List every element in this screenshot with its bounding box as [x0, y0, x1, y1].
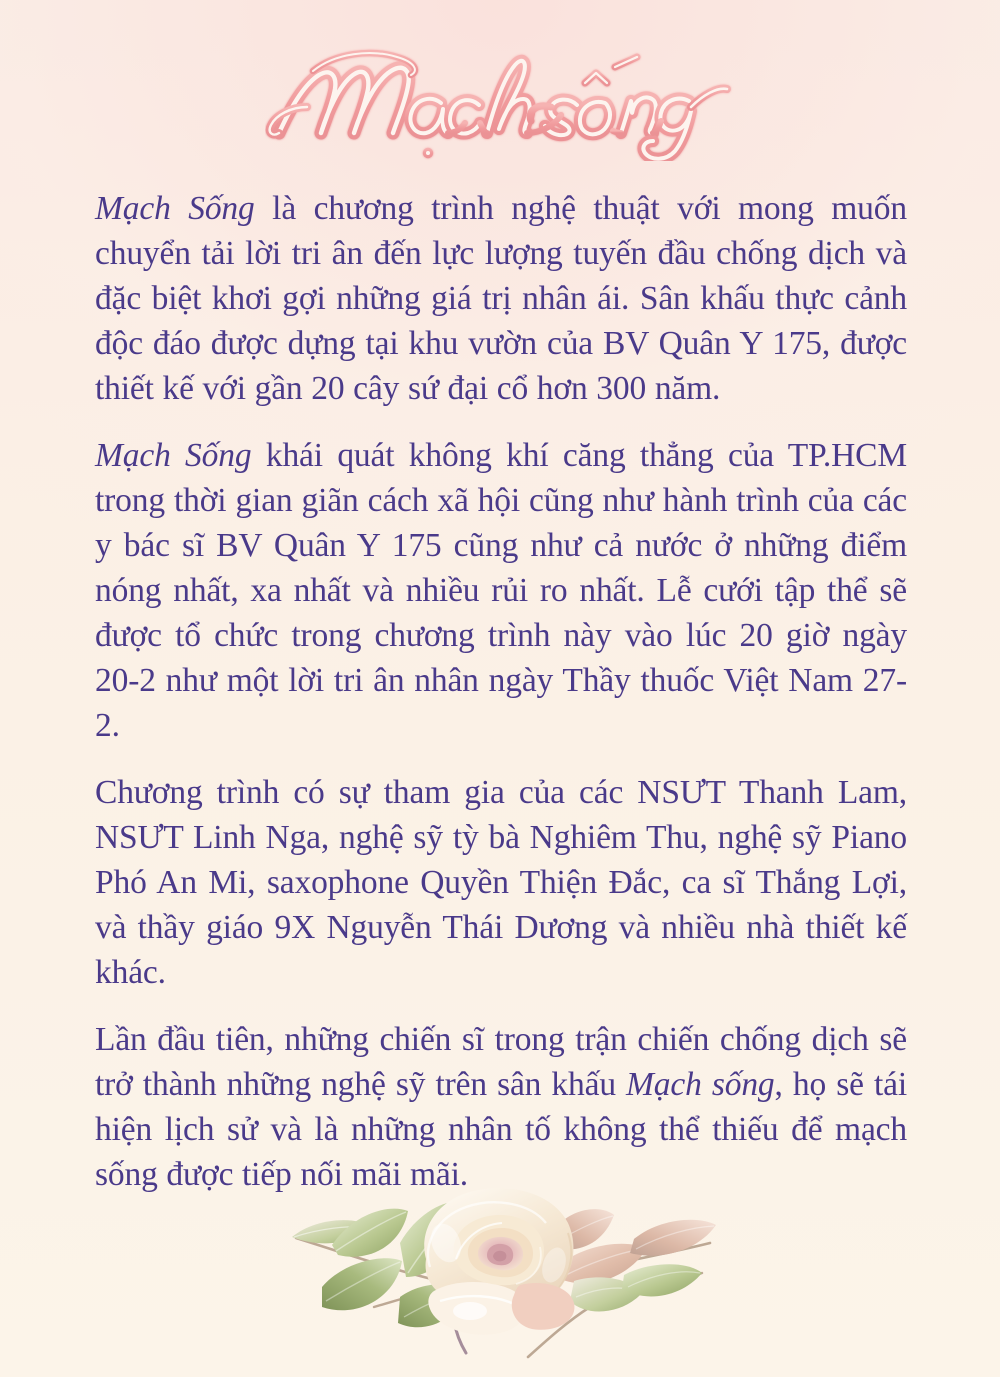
paragraph-1-text: là chương trình nghệ thuật với mong muốn chuyển tải lời tri ân đến lực lượng tuyến đầu chống dịch và đặc biệt khơi gợi những giá trị nhân ái. Sân khấu thực cảnh độc đáo được dựng tại khu vườn của BV Quân Y 175, được thiết kế với gần 20 cây sứ đại cổ hơn 300 năm. [95, 190, 907, 407]
page-title [0, 26, 1000, 176]
paragraph-1 [95, 186, 907, 411]
paragraph-2-lead-italic: Mạch Sống [95, 437, 252, 474]
title-script-lettering [265, 41, 735, 161]
paragraph-4 [95, 1017, 907, 1197]
paragraph-2-text: khái quát không khí căng thẳng của TP.HCM trong thời gian giãn cách xã hội cũng như hành trình của các y bác sĩ BV Quân Y 175 cũng như cả nước ở những điểm nóng nhất, xa nhất và nhiều rủi ro nhất. Lễ cưới tập thể sẽ được tổ chức trong chương trình này vào lúc 20 giờ ngày 20-2 như một lời tri ân nhân ngày Thầy thuốc Việt Nam 27-2. [95, 437, 907, 744]
paragraph-4-tail: , họ sẽ tái hiện lịch sử và là những nhân tố không thể thiếu để mạch sống được tiếp nối mãi mãi. [95, 1066, 907, 1193]
paragraph-3 [95, 770, 907, 995]
paragraph-1-lead-italic: Mạch Sống [95, 190, 255, 227]
paragraph-3-text: Chương trình có sự tham gia của các NSƯT Thanh Lam, NSƯT Linh Nga, nghệ sỹ tỳ bà Nghiêm Thu, nghệ sỹ Piano Phó An Mi, saxophone Quyền Thiện Đắc, ca sĩ Thắng Lợi, và thầy giáo 9X Nguyễn Thái Dương và nhiều nhà thiết kế khác. [95, 774, 907, 991]
paragraph-4-mid-italic: Mạch sống [626, 1066, 775, 1103]
paragraph-2 [95, 433, 907, 748]
article-body [95, 186, 907, 1197]
paragraph-4-text: Lần đầu tiên, những chiến sĩ trong trận chiến chống dịch sẽ trở thành những nghệ sỹ trên sân khấu [95, 1021, 907, 1103]
rose-floral-divider-icon [278, 1181, 730, 1366]
